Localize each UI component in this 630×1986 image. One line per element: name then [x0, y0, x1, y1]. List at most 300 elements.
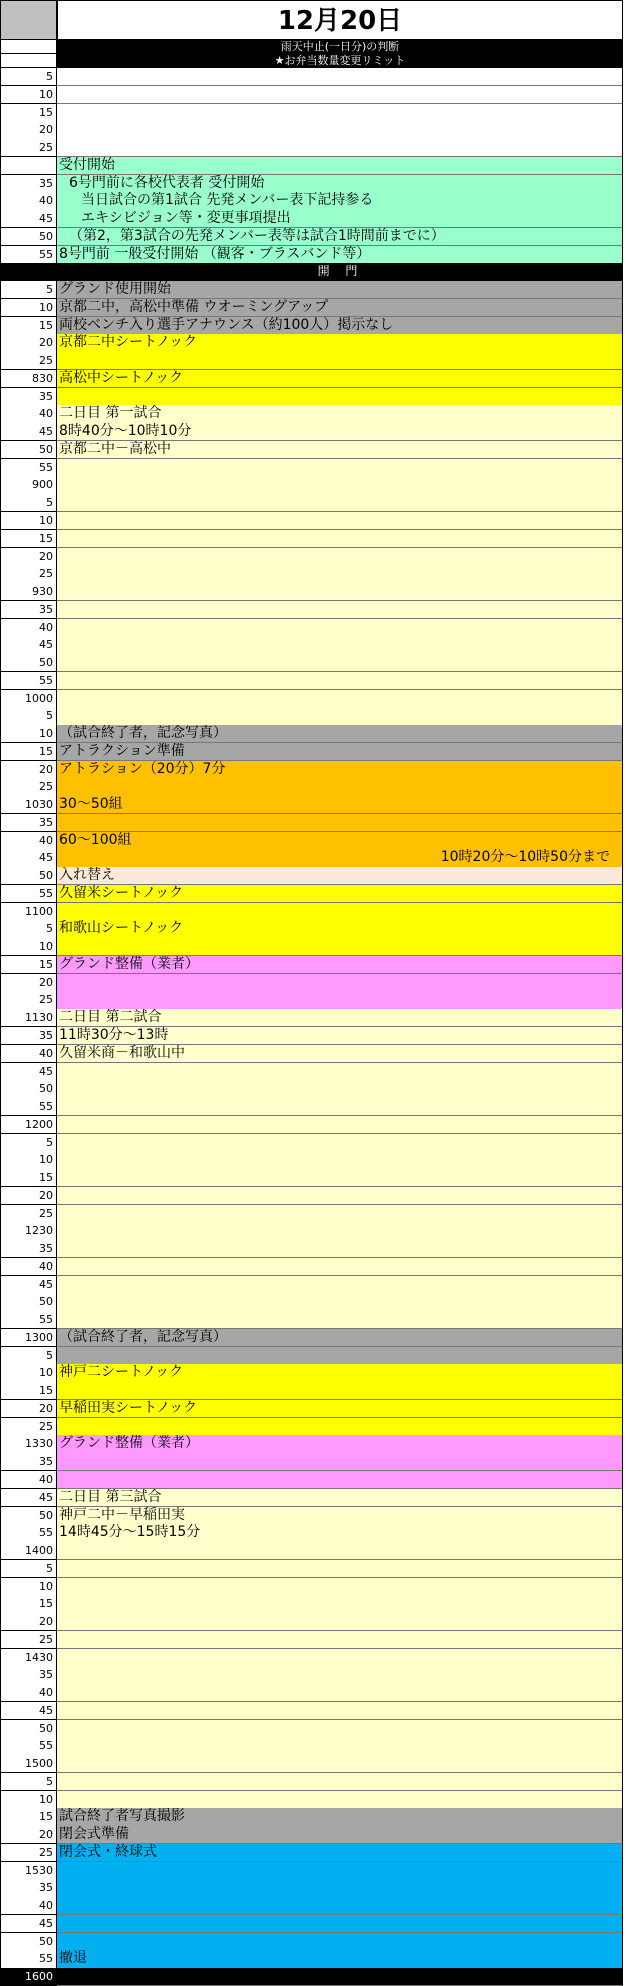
- schedule-row: [0, 1418, 623, 1436]
- time-label: 35: [0, 1879, 57, 1897]
- event-cell: [57, 1205, 623, 1223]
- time-label: 40: [0, 1045, 57, 1063]
- event-cell: [57, 1418, 623, 1436]
- schedule-row: [0, 619, 623, 637]
- schedule-row: [0, 1453, 623, 1471]
- time-label: 1100: [0, 903, 57, 921]
- schedule-row: [0, 1009, 623, 1027]
- event-cell: [57, 1151, 623, 1169]
- time-label: 1230: [0, 1222, 57, 1240]
- event-cell: [57, 1879, 623, 1897]
- event-cell: [57, 1258, 623, 1276]
- schedule-row: [0, 636, 623, 654]
- schedule-row: [0, 68, 623, 86]
- bento-limit-note: ★お弁当数量変更リミット: [57, 54, 623, 68]
- event-text: 二日目 第三試合: [59, 1488, 162, 1505]
- schedule-row: [0, 1293, 623, 1311]
- event-cell: [57, 1702, 623, 1720]
- time-label: 20: [0, 1187, 57, 1205]
- time-label: 15: [0, 743, 57, 761]
- event-text: （試合終了者，記念写真）: [59, 725, 227, 742]
- time-range-note: 10時20分～10時50分まで: [440, 849, 610, 866]
- event-cell: [57, 885, 623, 903]
- schedule-row: [0, 974, 623, 992]
- schedule-row: [0, 388, 623, 406]
- time-label: 55: [0, 1098, 57, 1116]
- schedule-row: [0, 1169, 623, 1187]
- event-text: （試合終了者，記念写真）: [59, 1328, 227, 1345]
- event-cell: [57, 548, 623, 566]
- time-label: 10: [0, 1151, 57, 1169]
- event-cell: [57, 690, 623, 708]
- time-label: 50: [0, 1720, 57, 1738]
- time-label: 35: [0, 814, 57, 832]
- event-cell: [57, 1169, 623, 1187]
- schedule-row: [0, 690, 623, 708]
- event-cell: [57, 352, 623, 370]
- time-label: 15: [0, 1382, 57, 1400]
- time-label: 25: [0, 352, 57, 370]
- schedule-row: [0, 1524, 623, 1542]
- note-row-1: [0, 40, 623, 54]
- event-cell: [57, 263, 623, 281]
- event-cell: [57, 1649, 623, 1667]
- event-text: 和歌山シートノック: [59, 920, 184, 937]
- time-label: 1300: [0, 1329, 57, 1347]
- time-label: 45: [0, 1063, 57, 1081]
- event-cell: [57, 441, 623, 459]
- event-cell: [57, 68, 623, 86]
- event-cell: [57, 1560, 623, 1578]
- schedule-row: [0, 1826, 623, 1844]
- time-label: 930: [0, 583, 57, 601]
- event-cell: [57, 1737, 623, 1755]
- event-cell: [57, 388, 623, 406]
- event-cell: [57, 1720, 623, 1738]
- event-cell: [57, 210, 623, 228]
- time-label: 15: [0, 1169, 57, 1187]
- schedule-row: [0, 405, 623, 423]
- event-cell: [57, 1933, 623, 1951]
- schedule-row: [0, 601, 623, 619]
- event-cell: [57, 565, 623, 583]
- event-cell: [57, 1400, 623, 1418]
- event-cell: [57, 1364, 623, 1382]
- schedule-row: [0, 548, 623, 566]
- time-label: 10: [0, 512, 57, 530]
- time-label: 40: [0, 1258, 57, 1276]
- time-label: 1000: [0, 690, 57, 708]
- event-cell: [57, 1826, 623, 1844]
- event-cell: [57, 1542, 623, 1560]
- event-cell: [57, 139, 623, 157]
- event-text: 京都二中，高松中準備 ウオーミングアップ: [59, 298, 329, 315]
- event-cell: [57, 405, 623, 423]
- time-label: 10: [0, 86, 57, 104]
- schedule-row: [0, 1649, 623, 1667]
- event-cell: [57, 494, 623, 512]
- schedule-row: [0, 210, 623, 228]
- schedule-row: [0, 512, 623, 530]
- event-cell: [57, 1915, 623, 1933]
- schedule-row: [0, 192, 623, 210]
- event-cell: [57, 1631, 623, 1649]
- time-label: 1430: [0, 1649, 57, 1667]
- schedule-row: [0, 1684, 623, 1702]
- time-label: 5: [0, 281, 57, 299]
- time-label: 1130: [0, 1009, 57, 1027]
- event-cell: [57, 317, 623, 335]
- event-text: 両校ベンチ入り選手アナウンス（約100人）掲示なし: [59, 316, 394, 333]
- event-cell: [57, 192, 623, 210]
- event-cell: [57, 1240, 623, 1258]
- event-cell: [57, 476, 623, 494]
- event-cell: [57, 512, 623, 530]
- event-cell: [57, 1666, 623, 1684]
- time-label: 40: [0, 1684, 57, 1702]
- time-label: 25: [0, 1631, 57, 1649]
- schedule-row: [0, 104, 623, 122]
- schedule-row: [0, 1276, 623, 1294]
- schedule-row: [0, 1080, 623, 1098]
- event-cell: [57, 370, 623, 388]
- schedule-row: [0, 494, 623, 512]
- event-cell: [57, 530, 623, 548]
- event-text: 8号門前 一般受付開始 （観客・ブラスバンド等）: [59, 245, 371, 262]
- schedule-row: [0, 1613, 623, 1631]
- time-label: 40: [0, 619, 57, 637]
- schedule-row: [0, 920, 623, 938]
- time-label: 20: [0, 974, 57, 992]
- event-text: （第2，第3試合の先発メンバー表等は試合1時間前までに）: [69, 227, 445, 244]
- schedule-row: [0, 139, 623, 157]
- time-label: 35: [0, 388, 57, 406]
- time-label: 10: [0, 299, 57, 317]
- event-text: グランド整備（業者）: [59, 955, 199, 972]
- schedule-row: [0, 157, 623, 175]
- event-cell: [57, 1329, 623, 1347]
- event-cell: [57, 281, 623, 299]
- schedule-row: [0, 1027, 623, 1045]
- time-label: 830: [0, 370, 57, 388]
- schedule-row: [0, 672, 623, 690]
- event-cell: [57, 974, 623, 992]
- schedule-row: [0, 849, 623, 867]
- event-text: エキシビジョン等・変更事項提出: [81, 210, 291, 227]
- time-label: 45: [0, 210, 57, 228]
- time-label: 5: [0, 707, 57, 725]
- time-label: 20: [0, 334, 57, 352]
- event-text: 受付開始: [59, 156, 115, 173]
- time-label: [0, 263, 57, 281]
- event-cell: [57, 1063, 623, 1081]
- event-cell: [57, 104, 623, 122]
- event-cell: [57, 1613, 623, 1631]
- time-label: 40: [0, 1471, 57, 1489]
- time-label: 50: [0, 1507, 57, 1525]
- schedule-row: [0, 530, 623, 548]
- time-label: [0, 157, 57, 175]
- time-label: 25: [0, 778, 57, 796]
- time-label: 5: [0, 920, 57, 938]
- event-text: グランド整備（業者）: [59, 1435, 199, 1452]
- event-cell: [57, 796, 623, 814]
- schedule-row: [0, 370, 623, 388]
- time-label: 35: [0, 601, 57, 619]
- time-label: 40: [0, 832, 57, 850]
- row-label: [0, 54, 57, 68]
- schedule-row: [0, 1808, 623, 1826]
- event-cell: [57, 1844, 623, 1862]
- event-cell: [57, 1453, 623, 1471]
- schedule-row: [0, 1755, 623, 1773]
- schedule-row: [0, 1791, 623, 1809]
- schedule-row: [0, 1435, 623, 1453]
- time-label: 40: [0, 1897, 57, 1915]
- event-text: 60～100組: [59, 831, 132, 848]
- time-label: 45: [0, 1489, 57, 1507]
- event-cell: [57, 1471, 623, 1489]
- schedule-row: [0, 565, 623, 583]
- schedule-row: [0, 867, 623, 885]
- time-label: 1530: [0, 1862, 57, 1880]
- schedule-row: [0, 1329, 623, 1347]
- event-cell: [57, 672, 623, 690]
- schedule-row: [0, 1950, 623, 1968]
- time-label: 15: [0, 104, 57, 122]
- schedule-row: [0, 334, 623, 352]
- time-label: 50: [0, 867, 57, 885]
- rain-cancel-note: 雨天中止(一日分)の判断: [57, 40, 623, 54]
- event-cell: [57, 956, 623, 974]
- schedule-row: [0, 885, 623, 903]
- time-label: 55: [0, 246, 57, 264]
- schedule-row: [0, 476, 623, 494]
- time-label: 55: [0, 1524, 57, 1542]
- time-label: 15: [0, 530, 57, 548]
- schedule-row: [0, 423, 623, 441]
- event-cell: [57, 1755, 623, 1773]
- time-label: 5: [0, 494, 57, 512]
- schedule-row: [0, 1098, 623, 1116]
- event-cell: [57, 1578, 623, 1596]
- schedule-row: [0, 938, 623, 956]
- schedule-row: [0, 263, 623, 281]
- event-cell: [57, 903, 623, 921]
- event-cell: [57, 1862, 623, 1880]
- event-cell: [57, 1116, 623, 1134]
- schedule-row: [0, 1560, 623, 1578]
- schedule-row: [0, 1151, 623, 1169]
- time-label: 20: [0, 761, 57, 779]
- time-label: 15: [0, 956, 57, 974]
- event-cell: [57, 761, 623, 779]
- event-text: 開 門: [317, 264, 364, 279]
- event-text: 閉会式準備: [59, 1826, 129, 1843]
- event-cell: [57, 849, 623, 867]
- event-cell: [57, 743, 623, 761]
- schedule-row: [0, 1507, 623, 1525]
- event-text: 閉会式・終球式: [59, 1843, 157, 1860]
- schedule-row: [0, 991, 623, 1009]
- schedule-row: [0, 299, 623, 317]
- event-text: 当日試合の第1試合 先発メンバー表下記持参る: [81, 192, 374, 209]
- schedule-row: [0, 1116, 623, 1134]
- schedule-row: [0, 654, 623, 672]
- time-label: 55: [0, 672, 57, 690]
- time-label: 20: [0, 121, 57, 139]
- schedule-row: [0, 778, 623, 796]
- schedule-row: [0, 86, 623, 104]
- schedule-row: [0, 1720, 623, 1738]
- time-label: 20: [0, 1400, 57, 1418]
- time-label: 55: [0, 459, 57, 477]
- time-label: 10: [0, 1364, 57, 1382]
- time-label: 35: [0, 175, 57, 193]
- event-cell: [57, 423, 623, 441]
- event-cell: [57, 228, 623, 246]
- schedule-row: [0, 1311, 623, 1329]
- schedule-row: [0, 121, 623, 139]
- event-text: 撤退: [59, 1950, 87, 1967]
- event-cell: [57, 619, 623, 637]
- time-label: 1030: [0, 796, 57, 814]
- schedule-row: [0, 1879, 623, 1897]
- schedule-row: [0, 1844, 623, 1862]
- event-text: 11時30分～13時: [59, 1027, 169, 1043]
- time-label: 20: [0, 1613, 57, 1631]
- event-cell: [57, 601, 623, 619]
- time-label: 25: [0, 139, 57, 157]
- schedule-row: [0, 1382, 623, 1400]
- event-cell: [57, 707, 623, 725]
- event-cell: [57, 938, 623, 956]
- time-label: 1400: [0, 1542, 57, 1560]
- event-text: 高松中シートノック: [59, 369, 184, 386]
- event-text: 14時45分～15時15分: [59, 1524, 201, 1541]
- time-label: 45: [0, 636, 57, 654]
- event-cell: [57, 1134, 623, 1152]
- time-label: 15: [0, 1595, 57, 1613]
- event-text: アトラション（20分）7分: [59, 760, 226, 777]
- time-label: 25: [0, 991, 57, 1009]
- event-cell: [57, 1276, 623, 1294]
- schedule-row: [0, 1862, 623, 1880]
- time-label: 55: [0, 885, 57, 903]
- event-cell: [57, 654, 623, 672]
- schedule-row: [0, 281, 623, 299]
- event-cell: [57, 1791, 623, 1809]
- time-label: 5: [0, 68, 57, 86]
- time-label: 45: [0, 849, 57, 867]
- event-cell: [57, 246, 623, 264]
- event-cell: [57, 1009, 623, 1027]
- event-cell: [57, 1773, 623, 1791]
- event-cell: [57, 1045, 623, 1063]
- event-cell: [57, 1524, 623, 1542]
- time-label: 40: [0, 192, 57, 210]
- schedule-row: [0, 1240, 623, 1258]
- schedule-row: [0, 1968, 623, 1986]
- schedule-row: [0, 956, 623, 974]
- schedule-row: [0, 228, 623, 246]
- event-cell: [57, 1382, 623, 1400]
- schedule-row: [0, 903, 623, 921]
- time-label: 40: [0, 405, 57, 423]
- event-cell: [57, 636, 623, 654]
- schedule-row: [0, 1489, 623, 1507]
- event-text: 試合終了者写真撮影: [59, 1808, 185, 1825]
- event-cell: [57, 1080, 623, 1098]
- schedule-row: [0, 1542, 623, 1560]
- event-cell: [57, 121, 623, 139]
- schedule-row: [0, 441, 623, 459]
- time-label: 1330: [0, 1435, 57, 1453]
- time-label: 5: [0, 1773, 57, 1791]
- event-cell: [57, 814, 623, 832]
- time-label: 50: [0, 654, 57, 672]
- schedule-row: [0, 725, 623, 743]
- time-label: 15: [0, 1808, 57, 1826]
- time-label: 50: [0, 1933, 57, 1951]
- event-cell: [57, 459, 623, 477]
- time-label: 10: [0, 1791, 57, 1809]
- event-text: 8時40分～10時10分: [59, 423, 192, 440]
- page-title: 12月20日: [57, 0, 623, 40]
- event-cell: [57, 1027, 623, 1045]
- schedule-row: [0, 814, 623, 832]
- event-text: 京都二中－高松中: [59, 440, 171, 457]
- time-label: 35: [0, 1240, 57, 1258]
- schedule-row: [0, 1933, 623, 1951]
- schedule-row: [0, 1915, 623, 1933]
- schedule-row: [0, 1222, 623, 1240]
- event-cell: [57, 1595, 623, 1613]
- schedule-row: [0, 1045, 623, 1063]
- schedule-row: [0, 1063, 623, 1081]
- time-label: 45: [0, 1276, 57, 1294]
- event-text: 30～50組: [59, 796, 123, 813]
- schedule-row: [0, 1897, 623, 1915]
- schedule-row: [0, 583, 623, 601]
- time-label: 10: [0, 938, 57, 956]
- event-text: 神戸二シートノック: [59, 1364, 184, 1381]
- schedule-row: [0, 1258, 623, 1276]
- event-cell: [57, 1897, 623, 1915]
- event-cell: [57, 299, 623, 317]
- schedule-row: [0, 1205, 623, 1223]
- event-cell: [57, 157, 623, 175]
- time-label: 10: [0, 725, 57, 743]
- schedule-row: [0, 1471, 623, 1489]
- schedule-row: [0, 832, 623, 850]
- event-text: 6号門前に各校代表者 受付開始: [69, 174, 265, 191]
- schedule-row: [0, 1187, 623, 1205]
- event-cell: [57, 583, 623, 601]
- event-cell: [57, 1489, 623, 1507]
- event-cell: [57, 1808, 623, 1826]
- event-cell: [57, 725, 623, 743]
- time-label: 20: [0, 1826, 57, 1844]
- event-text: 久留米商－和歌山中: [59, 1044, 185, 1061]
- event-cell: [57, 1968, 623, 1986]
- event-text: 入れ替え: [59, 867, 115, 884]
- schedule-row: [0, 352, 623, 370]
- time-label: 900: [0, 476, 57, 494]
- event-text: 京都二中シートノック: [59, 334, 198, 351]
- time-label: 55: [0, 1737, 57, 1755]
- schedule-row: [0, 246, 623, 264]
